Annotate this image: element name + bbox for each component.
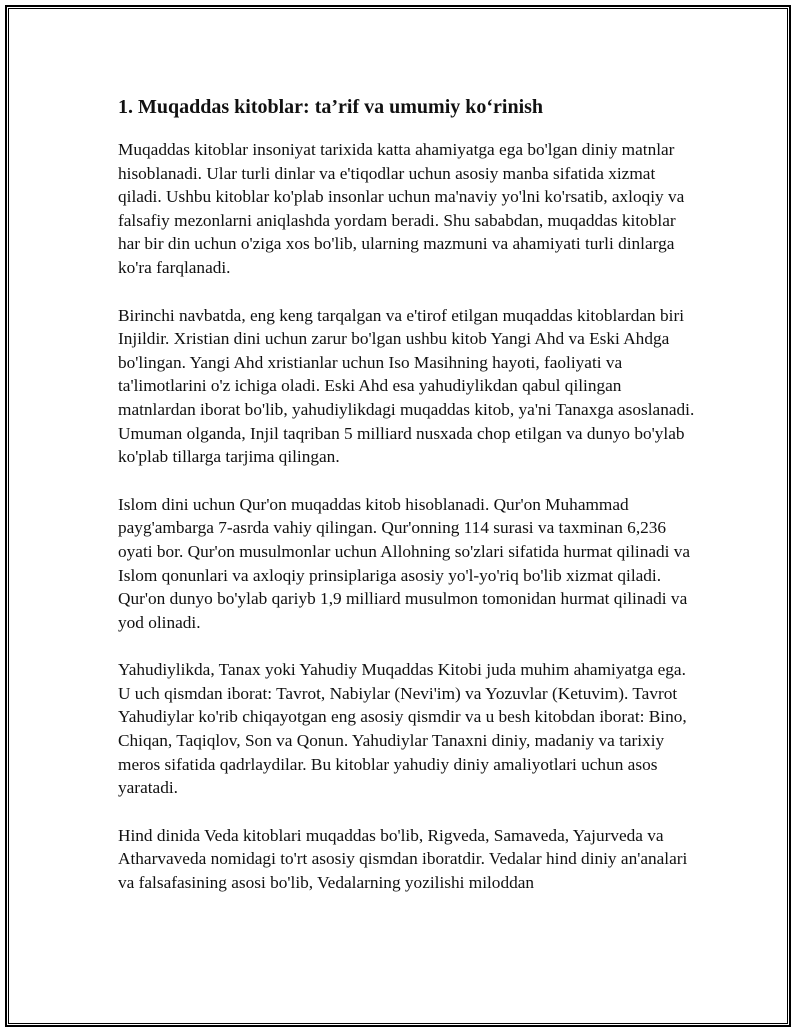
document-body xyxy=(118,93,698,919)
paragraph-quran: Islom dini uchun Qur'on muqaddas kitob hisoblanadi. Qur'on Muhammad payg'ambarga 7-asrda vahiy qilingan. Qur'onning 114 surasi va taxminan 6,236 oyati bor. Qur'on musulmonlar uchun Allohning so'zlari sifatida hurmat qilinadi va Islom qonunlari va axloqiy prinsiplariga asosiy yo'l-yo'riq bo'lib xizmat qiladi. Qur'on dunyo bo'ylab qariyb 1,9 milliard musulmon tomonidan hurmat qilinadi va yod olinadi. xyxy=(118,494,691,632)
section-heading: 1. Muqaddas kitoblar: ta’rif va umumiy ko‘rinish xyxy=(118,96,544,118)
paragraph-bible: Birinchi navbatda, eng keng tarqalgan va e'tirof etilgan muqaddas kitoblardan biri Injildir. Xristian dini uchun zarur bo'lgan ushbu kitob Yangi Ahd va Eski Ahdga bo'lingan. Yangi Ahd xristianlar uchun Iso Masihning hayoti, faoliyati va ta'limotlarini o'z ichiga oladi. Eski Ahd esa yahudiylikdan qabul qilingan matnlardan iborat bo'lib, yahudiylikdagi muqaddas kitob, ya'ni Tanaxga asoslanadi. Umuman olganda, Injil taqriban 5 milliard nusxada chop etilgan va dunyo bo'ylab ko'plab tillarga tarjima qilingan. xyxy=(118,305,695,467)
paragraph-tanakh: Yahudiylikda, Tanax yoki Yahudiy Muqaddas Kitobi juda muhim ahamiyatga ega. U uch qismdan iborat: Tavrot, Nabiylar (Nevi'im) va Yozuvlar (Ketuvim). Tavrot Yahudiylar ko'rib chiqayotgan eng asosiy qismdir va u besh kitobdan iborat: Bino, Chiqan, Taqiqlov, Son va Qonun. Yahudiylar Tanaxni diniy, madaniy va tarixiy meros sifatida qadrlaydilar. Bu kitoblar yahudiy diniy amaliyotlari uchun asos yaratadi. xyxy=(118,660,687,798)
paragraph-vedas: Hind dinida Veda kitoblari muqaddas bo'lib, Rigveda, Samaveda, Yajurveda va Atharvaveda nomidagi to'rt asosiy qismdan iboratdir. Vedalar hind diniy an'analari va falsafasining asosi bo'lib, Vedalarning yozilishi miloddan xyxy=(118,825,688,893)
paragraph-intro: Muqaddas kitoblar insoniyat tarixida katta ahamiyatga ega bo'lgan diniy matnlar hisoblanadi. Ular turli dinlar va e'tiqodlar uchun asosiy manba sifatida xizmat qiladi. Ushbu kitoblar ko'plab insonlar uchun ma'naviy yo'lni ko'rsatib, axloqiy va falsafiy mezonlarni aniqlashda yordam beradi. Shu sababdan, muqaddas kitoblar har bir din uchun o'ziga xos bo'lib, ularning mazmuni va ahamiyati turli dinlarga ko'ra farqlanadi. xyxy=(118,140,685,277)
